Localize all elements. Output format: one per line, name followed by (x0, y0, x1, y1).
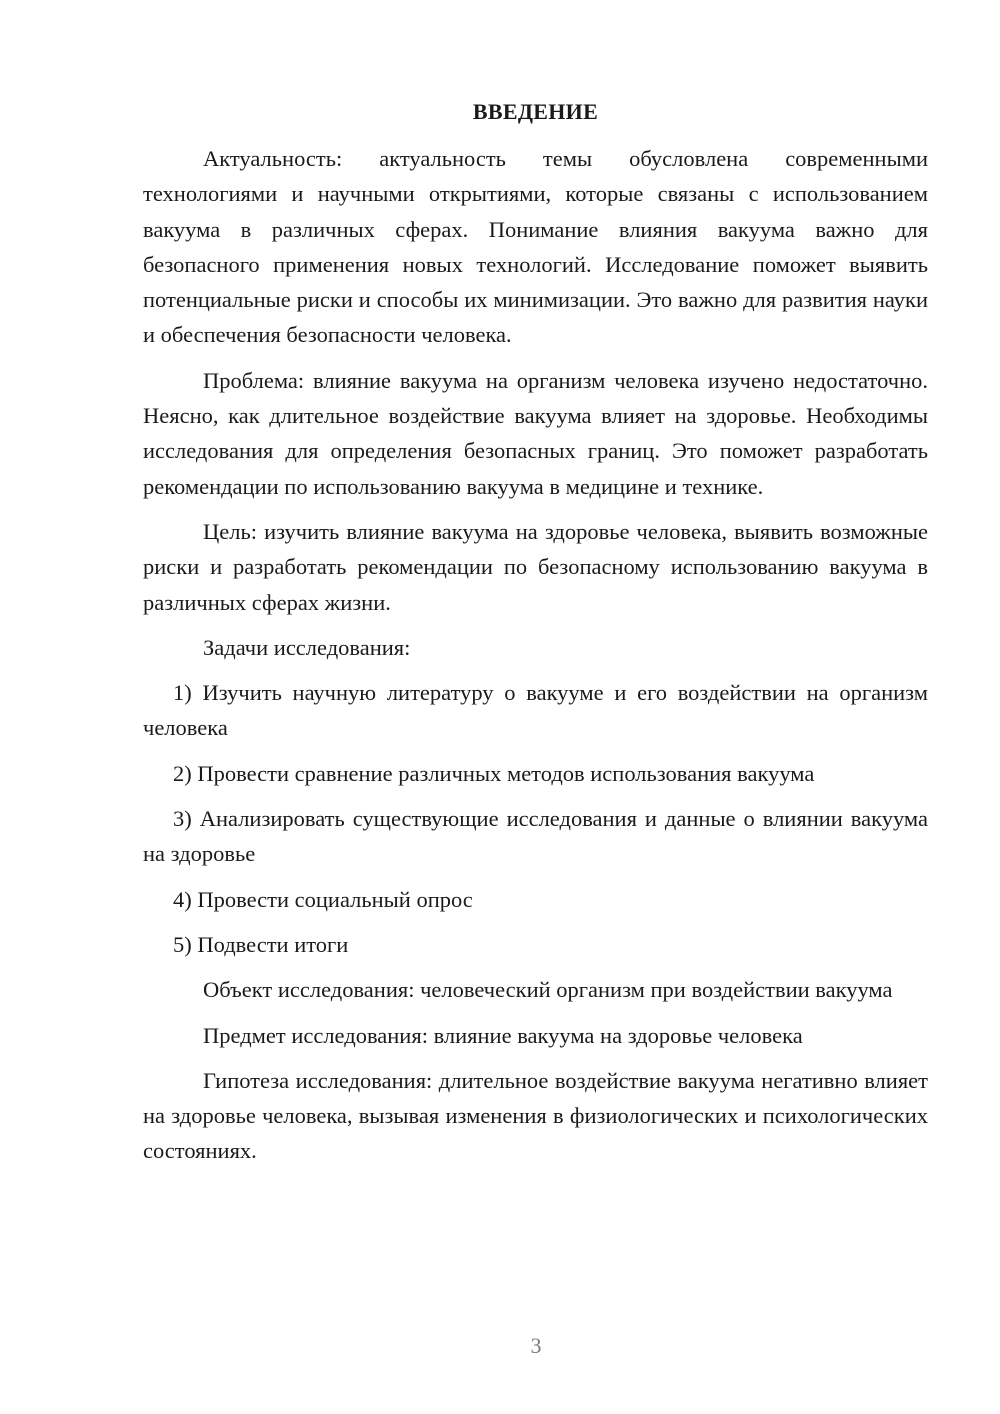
paragraph-subject: Предмет исследования: влияние вакуума на здоровье человека (203, 1022, 803, 1048)
task-item-3: 3) Анализировать существующие исследования и данные о влиянии вакуума на здоровье (143, 806, 928, 867)
task-item-2: 2) Провести сравнение различных методов использования вакуума (173, 760, 815, 786)
paragraph-tasks-heading: Задачи исследования: (203, 634, 411, 660)
paragraph-problem: Проблема: влияние вакуума на организм человека изучено недостаточно. Неясно, как длительное воздействие вакуума влияет на здоровье. Необходимы исследования для определения безопасных границ. Это поможет разработать рекомендации по использованию вакуума в медицине и технике. (143, 367, 928, 499)
page-content (143, 94, 928, 1179)
paragraph-relevance: Актуальность: актуальность темы обусловлена современными технологиями и научными открытиями, которые связаны с использованием вакуума в различных сферах. Понимание влияния вакуума важно для безопасного применения новых технологий. Исследование поможет выявить потенциальные риски и способы их минимизации. Это важно для развития науки и обеспечения безопасности человека. (143, 146, 928, 348)
task-item-4: 4) Провести социальный опрос (173, 886, 473, 912)
paragraph-object: Объект исследования: человеческий организм при воздействии вакуума (203, 977, 893, 1003)
task-item-1: 1) Изучить научную литературу о вакууме и его воздействии на организм человека (143, 680, 928, 741)
paragraph-goal: Цель: изучить влияние вакуума на здоровье человека, выявить возможные риски и разработать рекомендации по безопасному использованию вакуума в различных сферах жизни. (143, 518, 928, 615)
page-number: 3 (530, 1333, 542, 1358)
task-item-5: 5) Подвести итоги (173, 931, 349, 957)
paragraph-hypothesis: Гипотеза исследования: длительное воздействие вакуума негативно влияет на здоровье человека, вызывая изменения в физиологических и психологических состояниях. (143, 1067, 928, 1164)
section-title: ВВЕДЕНИЕ (472, 99, 599, 124)
